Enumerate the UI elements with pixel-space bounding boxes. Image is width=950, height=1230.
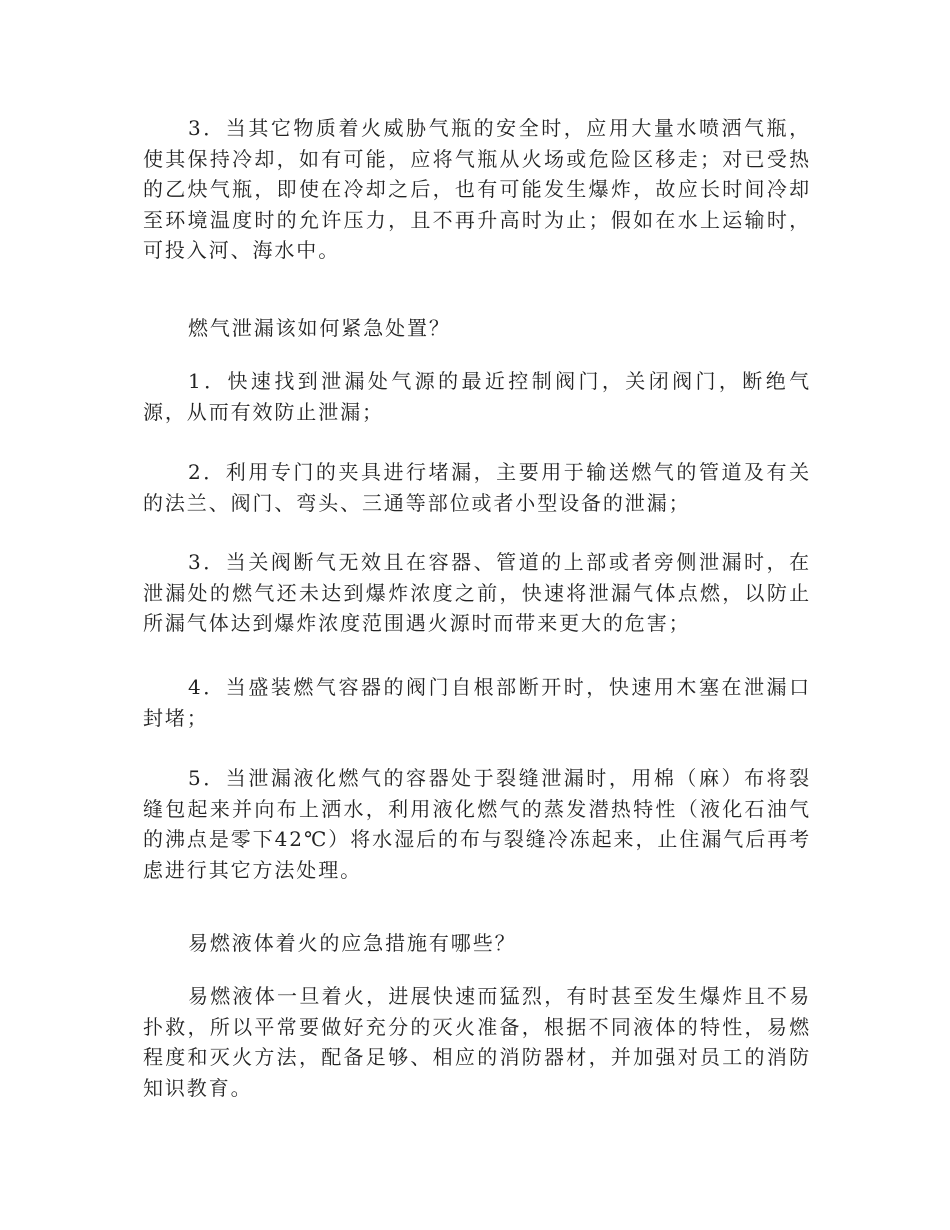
paragraph-flammable-liquid: 易燃液体一旦着火，进展快速而猛烈，有时甚至发生爆炸且不易扑救，所以平常要做好充分的灭火准备，根据不同液体的特性，易燃程度和灭火方法，配备足够、相应的消防器材，并加强对员工的消防知识教育。 [143, 984, 811, 1100]
heading-flammable-liquid: 易燃液体着火的应急措施有哪些？ [188, 931, 517, 955]
paragraph-leak-step-3: 3．当关阀断气无效且在容器、管道的上部或者旁侧泄漏时，在泄漏处的燃气还未达到爆炸浓度之前，快速将泄漏气体点燃，以防止所漏气体达到爆炸浓度范围遇火源时而带来更大的危害； [143, 550, 811, 635]
paragraph-leak-step-2: 2．利用专门的夹具进行堵漏，主要用于输送燃气的管道及有关的法兰、阀门、弯头、三通等部位或者小型设备的泄漏； [143, 460, 811, 515]
paragraph-cylinder-fire: 3．当其它物质着火威胁气瓶的安全时，应用大量水喷洒气瓶，使其保持冷却，如有可能，应将气瓶从火场或危险区移走；对已受热的乙炔气瓶，即使在冷却之后，也有可能发生爆炸，故应长时间冷却至环境温度时的允许压力，且不再升高时为止；假如在水上运输时，可投入河、海水中。 [143, 116, 811, 262]
paragraph-leak-step-5: 5．当泄漏液化燃气的容器处于裂缝泄漏时，用棉（麻）布将裂缝包起来并向布上洒水，利用液化燃气的蒸发潜热特性（液化石油气的沸点是零下42℃）将水湿后的布与裂缝冷冻起来，止住漏气后再考虑进行其它方法处理。 [143, 766, 811, 882]
paragraph-leak-step-4: 4．当盛装燃气容器的阀门自根部断开时，快速用木塞在泄漏口封堵； [143, 675, 811, 730]
heading-gas-leak: 燃气泄漏该如何紧急处置？ [188, 316, 451, 340]
paragraph-leak-step-1: 1．快速找到泄漏处气源的最近控制阀门，关闭阀门，断绝气源，从而有效防止泄漏； [143, 369, 811, 424]
